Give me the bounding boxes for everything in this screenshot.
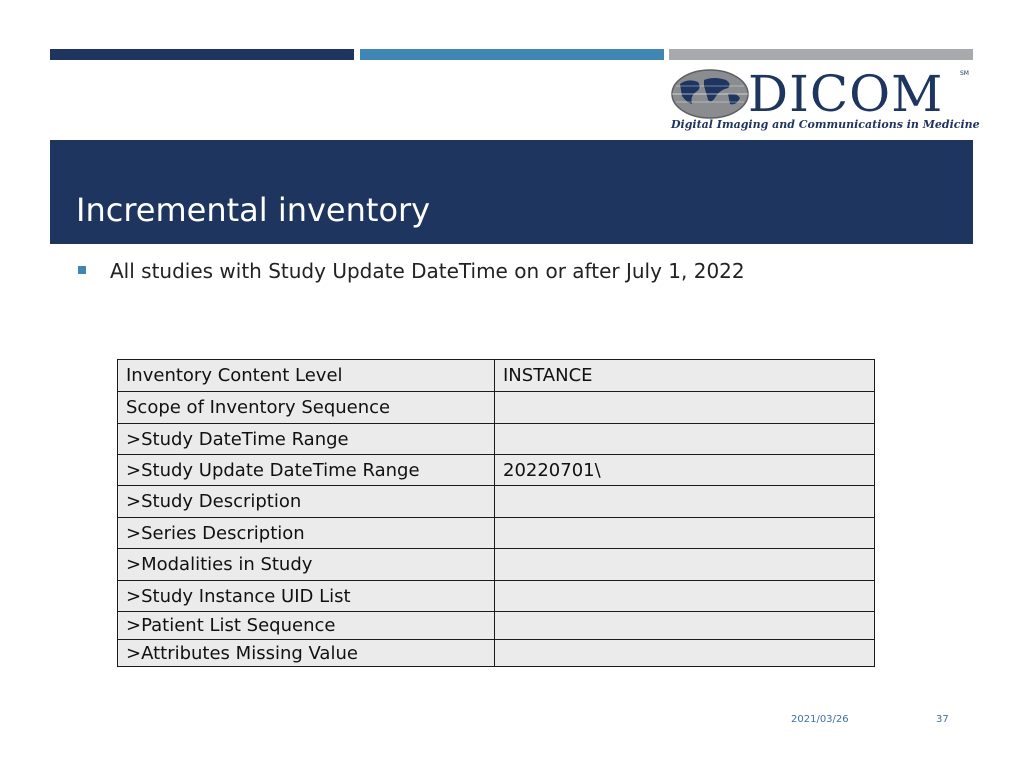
value-cell (495, 486, 875, 518)
value-cell (495, 392, 875, 424)
table-row (118, 486, 875, 518)
title-band (50, 140, 973, 244)
attribute-cell: >Study Description (118, 486, 495, 518)
value-cell (495, 549, 875, 581)
table-row (118, 360, 875, 392)
attribute-cell: >Modalities in Study (118, 549, 495, 581)
attribute-cell: >Study DateTime Range (118, 424, 495, 455)
bullet-text: All studies with Study Update DateTime on or after July 1, 2022 (110, 259, 745, 283)
value-cell (495, 518, 875, 549)
attribute-cell: >Study Update DateTime Range (118, 455, 495, 486)
table-row (118, 549, 875, 581)
logo-trademark: SM (960, 70, 969, 77)
table-row (118, 518, 875, 549)
page-number: 37 (936, 714, 949, 725)
value-cell (495, 424, 875, 455)
inventory-attributes-table (117, 359, 875, 667)
table-row (118, 392, 875, 424)
dicom-logo (668, 64, 980, 136)
attribute-cell: >Study Instance UID List (118, 581, 495, 612)
value-cell: INSTANCE (495, 360, 875, 392)
accent-bar-navy (50, 49, 354, 60)
attribute-cell: Inventory Content Level (118, 360, 495, 392)
attribute-cell: >Attributes Missing Value (118, 640, 495, 667)
table-row (118, 424, 875, 455)
logo-tagline: Digital Imaging and Communications in Medicine (671, 118, 980, 131)
table-row (118, 640, 875, 667)
table-row (118, 455, 875, 486)
globe-icon (670, 66, 750, 122)
bullet-square-icon (78, 266, 86, 274)
footer-date: 2021/03/26 (791, 714, 849, 725)
slide-title: Incremental inventory (76, 191, 431, 229)
value-cell (495, 640, 875, 667)
accent-bar-gray (669, 49, 973, 60)
accent-bar-blue (360, 49, 664, 60)
logo-wordmark: DICOM (748, 65, 944, 123)
attribute-cell: Scope of Inventory Sequence (118, 392, 495, 424)
value-cell (495, 581, 875, 612)
attribute-cell: >Patient List Sequence (118, 612, 495, 640)
attribute-cell: >Series Description (118, 518, 495, 549)
table-row (118, 612, 875, 640)
value-cell: 20220701\ (495, 455, 875, 486)
table-row (118, 581, 875, 612)
value-cell (495, 612, 875, 640)
